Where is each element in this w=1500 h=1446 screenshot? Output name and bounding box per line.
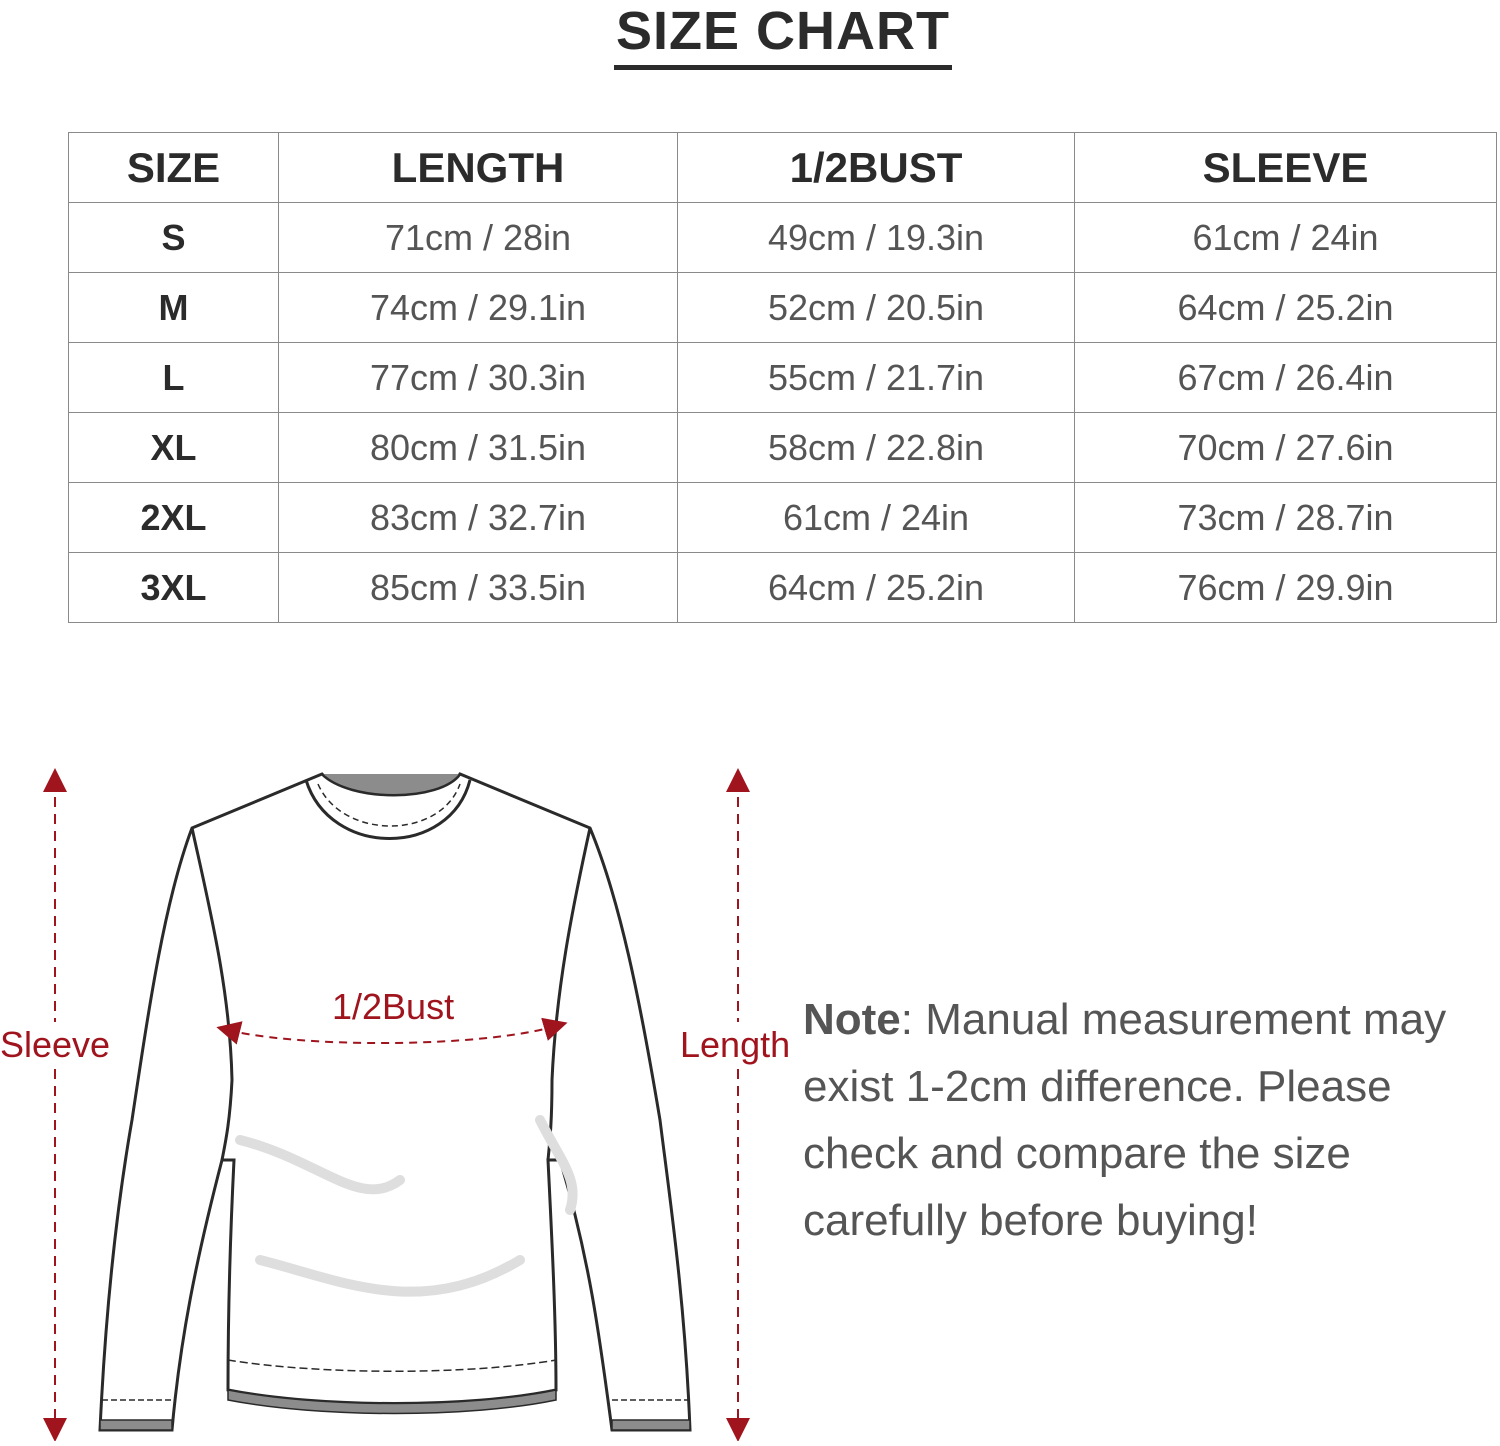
table-row	[69, 343, 1497, 413]
size-cell: 2XL	[69, 483, 279, 553]
sleeve-cell: 76cm / 29.9in	[1075, 553, 1497, 623]
note-heading: Note	[803, 995, 901, 1044]
garment-diagram	[0, 740, 800, 1441]
note-text: : Manual measurement may exist 1-2cm difference. Please check and compare the size carefully before buying!	[803, 995, 1447, 1245]
measurement-note	[803, 986, 1500, 1254]
bust-cell: 49cm / 19.3in	[678, 203, 1075, 273]
table-row	[69, 413, 1497, 483]
header-sleeve: SLEEVE	[1075, 133, 1497, 203]
size-cell: 3XL	[69, 553, 279, 623]
sleeve-cell: 61cm / 24in	[1075, 203, 1497, 273]
header-bust: 1/2BUST	[678, 133, 1075, 203]
length-cell: 85cm / 33.5in	[279, 553, 678, 623]
bust-cell: 61cm / 24in	[678, 483, 1075, 553]
sleeve-cell: 64cm / 25.2in	[1075, 273, 1497, 343]
header-length: LENGTH	[279, 133, 678, 203]
table-row	[69, 553, 1497, 623]
size-table	[68, 132, 1497, 623]
header-size: SIZE	[69, 133, 279, 203]
table-row	[69, 483, 1497, 553]
sleeve-cell: 70cm / 27.6in	[1075, 413, 1497, 483]
length-cell: 80cm / 31.5in	[279, 413, 678, 483]
title-text: SIZE CHART	[614, 3, 952, 70]
table-row	[69, 273, 1497, 343]
length-cell: 83cm / 32.7in	[279, 483, 678, 553]
table-header-row	[69, 133, 1497, 203]
size-cell: XL	[69, 413, 279, 483]
size-cell: M	[69, 273, 279, 343]
bust-cell: 58cm / 22.8in	[678, 413, 1075, 483]
sleeve-label: Sleeve	[0, 1022, 110, 1068]
length-cell: 71cm / 28in	[279, 203, 678, 273]
bust-cell: 64cm / 25.2in	[678, 553, 1075, 623]
sleeve-cell: 67cm / 26.4in	[1075, 343, 1497, 413]
length-label: Length	[680, 1022, 790, 1068]
size-cell: L	[69, 343, 279, 413]
sleeve-cell: 73cm / 28.7in	[1075, 483, 1497, 553]
length-cell: 77cm / 30.3in	[279, 343, 678, 413]
long-sleeve-shirt-illustration	[0, 740, 800, 1441]
length-cell: 74cm / 29.1in	[279, 273, 678, 343]
bust-cell: 52cm / 20.5in	[678, 273, 1075, 343]
bust-label: 1/2Bust	[332, 986, 455, 1027]
size-cell: S	[69, 203, 279, 273]
table-row	[69, 203, 1497, 273]
page-title	[0, 0, 1500, 70]
bust-cell: 55cm / 21.7in	[678, 343, 1075, 413]
shirt-icon	[100, 774, 690, 1430]
